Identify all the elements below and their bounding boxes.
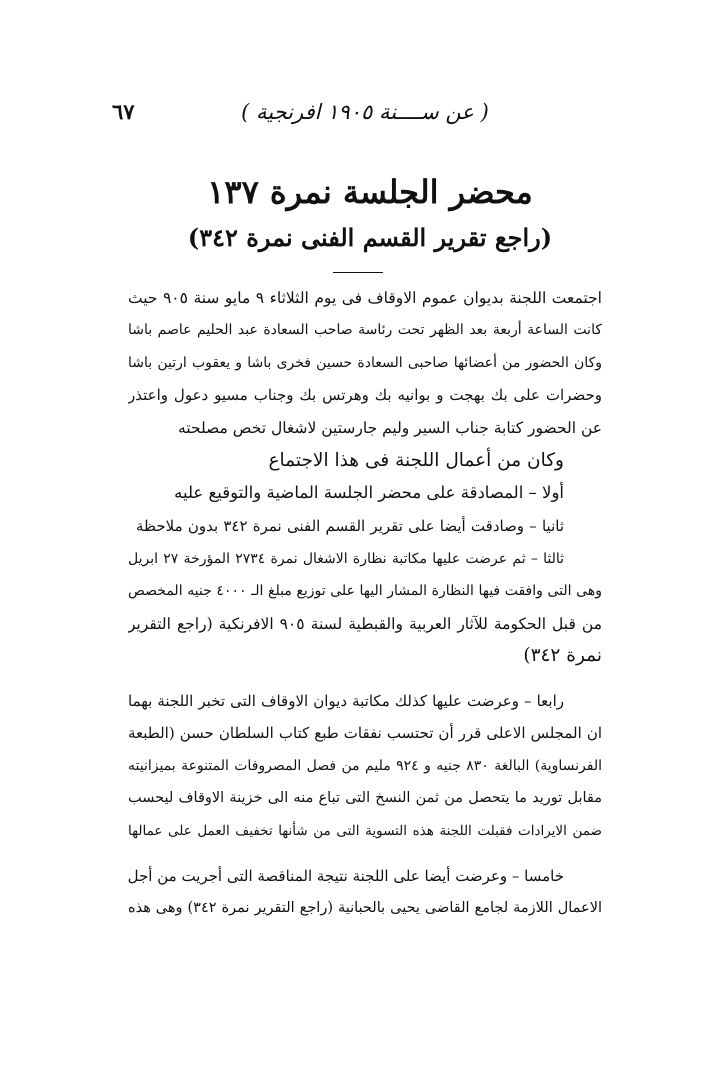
body-line: من قبل الحكومة للآثار العربية والقبطية لسنة ٩٠٥ الافرنكية (راجع التقرير [128, 615, 602, 633]
body-line: وحضرات على بك بهجت و بوانيه بك وهرتس بك وجناب مسيو دعول واعتذر [128, 386, 602, 404]
body-line: خامسا – وعرضت أيضا على اللجنة نتيجة المناقصة التى أجريت من أجل [128, 867, 564, 885]
body-line: ضمن الايرادات فقبلت اللجنة هذه التسوية التى من شأنها تخفيف العمل على عمالها [128, 823, 602, 839]
body-line: وهى التى وافقت فيها النظارة المشار اليها على توزيع مبلغ الـ ٤٠٠٠ جنيه المخصص [128, 583, 602, 599]
body-line: الاعمال اللازمة لجامع القاضى يحيى بالحبانية (راجع التقرير نمرة ٣٤٢) وهى هذه [128, 900, 602, 916]
body-line: كانت الساعة أربعة بعد الظهر تحت رئاسة صاحب السعادة عبد الحليم عاصم باشا [128, 322, 602, 338]
running-title: ( عن ســــنة ١٩٠٥ افرنجية ) [241, 100, 489, 124]
body-line: أولا – المصادقة على محضر الجلسة الماضية والتوقيع عليه [174, 483, 564, 502]
body-line: ثانيا – وصادقت أيضا على تقرير القسم الفنى نمرة ٣٤٢ بدون ملاحظة [136, 517, 564, 535]
body-line: مقابل توريد ما يتحصل من ثمن النسخ التى تباع منه الى خزينة الاوقاف ليحسب [128, 790, 602, 806]
body-line: رابعا – وعرضت عليها كذلك مكاتبة ديوان الاوقاف التى تخبر اللجنة بهما [128, 692, 564, 710]
body-line: الفرنساوية) البالغة ٨٣٠ جنيه و ٩٢٤ مليم من فصل المصروفات المتنوعة بميزانيته [128, 758, 602, 774]
body-line: اجتمعت اللجنة بديوان عموم الاوقاف فى يوم الثلاثاء ٩ مايو سنة ٩٠٥ حيث [128, 289, 602, 307]
body-line: ثالثا – ثم عرضت عليها مكاتبة نظارة الاشغال نمرة ٢٧٣٤ المؤرخة ٢٧ ابريل [128, 551, 564, 567]
page-number: ٦٧ [112, 99, 135, 124]
body-line: عن الحضور كتابة جناب السير وليم جارستين لاشغال تخص مصلحته [177, 419, 602, 437]
body-line: ان المجلس الاعلى قرر أن تحتسب نفقات طبع كتاب السلطان حسن (الطبعة [128, 724, 602, 742]
minutes-title: محضر الجلسة نمرة ١٣٧ [207, 173, 533, 211]
body-line: وكان من أعمال اللجنة فى هذا الاجتماع [268, 450, 564, 471]
body-line: نمرة ٣٤٢) [523, 645, 602, 666]
report-reference: (راجع تقرير القسم الفنى نمرة ٣٤٢) [187, 223, 553, 252]
title-divider-rule [333, 272, 383, 273]
body-line: وكان الحضور من أعضائها صاحبى السعادة حسين فخرى باشا و يعقوب ارتين باشا [128, 355, 602, 371]
